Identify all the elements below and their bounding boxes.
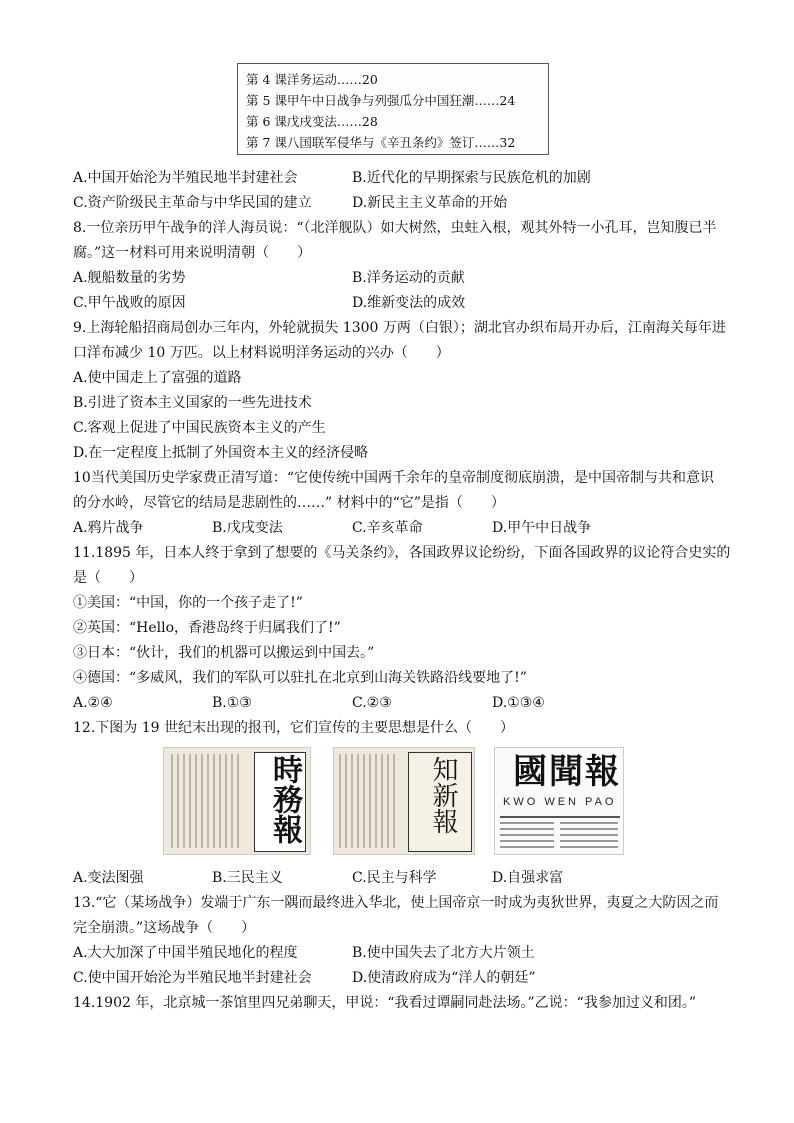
q8-stem-line1: 8.一位亲历甲午战争的洋人海员说：“（北洋舰队）如大树然，虫蛀入根，观其外特一小孔耳，岂知腹已半 (73, 220, 717, 236)
masthead-title: 時務報 (267, 754, 302, 844)
q8-stem-line2: 腐。”这一材料可用来说明清朝（ ） (73, 245, 312, 261)
toc-item: 第 5 课甲午中日战争与列强瓜分中国狂潮……24 (246, 93, 516, 108)
q13-option-a: A.大大加深了中国半殖民地化的程度 (73, 945, 298, 961)
table-of-contents (237, 63, 549, 155)
q7-option-c: C.资产阶级民主革命与中华民国的建立 (73, 195, 312, 211)
q10-option-c: C.辛亥革命 (352, 520, 423, 536)
q9-stem-line2: 口洋布减少 10 万匹。以上材料说明洋务运动的兴办（ ） (73, 345, 450, 361)
masthead-title: 國聞報 (513, 752, 621, 792)
q11-stem-line1: 11.1895 年，日本人终于拿到了想要的《马关条约》，各国政界议论纷纷，下面各国政界的议论符合史实的 (73, 545, 731, 561)
q12-option-a: A.变法图强 (73, 870, 144, 886)
q11-statement-1: ①美国：“中国，你的一个孩子走了!” (73, 595, 303, 611)
q11-stem-line2: 是（ ） (73, 570, 143, 586)
toc-item: 第 4 课洋务运动……20 (246, 72, 378, 87)
toc-item: 第 7 课八国联军侵华与《辛丑条约》签订……32 (246, 135, 516, 150)
newsprint-texture (496, 814, 624, 854)
q9-option-c: C.客观上促进了中国民族资本主义的产生 (73, 420, 326, 436)
q10-option-a: A.鸦片战争 (73, 520, 144, 536)
q11-option-d: D.①③④ (492, 695, 545, 711)
q11-statement-2: ②英国：“Hello，香港岛终于归属我们了!” (73, 620, 341, 636)
q13-option-b: B.使中国失去了北方大片领土 (352, 945, 535, 961)
q9-option-d: D.在一定程度上抵制了外国资本主义的经济侵略 (73, 445, 369, 461)
masthead-romanization: KWO WEN PAO (503, 796, 617, 808)
newspaper-image-guowenbao (494, 747, 624, 855)
q9-option-b: B.引进了资本主义国家的一些先进技术 (73, 395, 312, 411)
q12-stem-line1: 12.下图为 19 世纪末出现的报刊，它们宣传的主要思想是什么（ ） (73, 720, 514, 736)
q10-stem-line1: 10当代美国历史学家费正清写道：“它使传统中国两千余年的皇帝制度彻底崩溃，是中国帝制与共和意识 (73, 470, 714, 486)
q14-stem-line1: 14.1902 年，北京城一茶馆里四兄弟聊天，甲说：“我看过谭嗣同赴法场。”乙说：“我参加过义和团。” (73, 995, 696, 1011)
q9-option-a: A.使中国走上了富强的道路 (73, 370, 242, 386)
q11-statement-3: ③日本：“伙计，我们的机器可以搬运到中国去。” (73, 645, 375, 661)
q11-statement-4: ④德国：“多威风，我们的军队可以驻扎在北京到山海关铁路沿线要地了!” (73, 670, 527, 686)
q10-stem-line2: 的分水岭，尽管它的结局是悲剧性的……” 材料中的“它”是指（ ） (73, 495, 505, 511)
q13-option-c: C.使中国开始沦为半殖民地半封建社会 (73, 970, 312, 986)
q7-option-d: D.新民主主义革命的开始 (352, 195, 508, 211)
q9-stem-line1: 9.上海轮船招商局创办三年内，外轮就损失 1300 万两（白银）；湖北官办织布局开办后，江南海关每年进 (73, 320, 726, 336)
q12-option-d: D.自强求富 (492, 870, 564, 886)
q8-option-d: D.维新变法的成效 (352, 295, 466, 311)
newspaper-image-zhixinbao (333, 747, 475, 855)
q13-stem-line2: 完全崩溃。”这场战争（ ） (73, 920, 256, 936)
q13-option-d: D.使清政府成为“洋人的朝廷” (352, 970, 536, 986)
q7-option-b: B.近代化的早期探索与民族危机的加剧 (352, 170, 591, 186)
newspaper-image-shiwubao (163, 747, 311, 855)
q11-option-b: B.①③ (212, 695, 252, 711)
q11-option-c: C.②③ (352, 695, 392, 711)
q11-option-a: A.②④ (73, 695, 113, 711)
toc-item: 第 6 课戊戌变法……28 (246, 114, 378, 129)
q10-option-b: B.戊戌变法 (212, 520, 283, 536)
q7-option-a: A.中国开始沦为半殖民地半封建社会 (73, 170, 298, 186)
masthead-title: 知新報 (428, 756, 458, 834)
q12-option-b: B.三民主义 (212, 870, 283, 886)
q12-option-c: C.民主与科学 (352, 870, 437, 886)
q8-option-c: C.甲午战败的原因 (73, 295, 186, 311)
q8-option-a: A.舰船数量的劣势 (73, 270, 186, 286)
q13-stem-line1: 13.“它（某场战争）发端于广东一隅而最终进入华北，使上国帝京一时成为夷狄世界，夷夏之大防因之而 (73, 895, 719, 911)
q8-option-b: B.洋务运动的贡献 (352, 270, 465, 286)
q10-option-d: D.甲午中日战争 (492, 520, 592, 536)
